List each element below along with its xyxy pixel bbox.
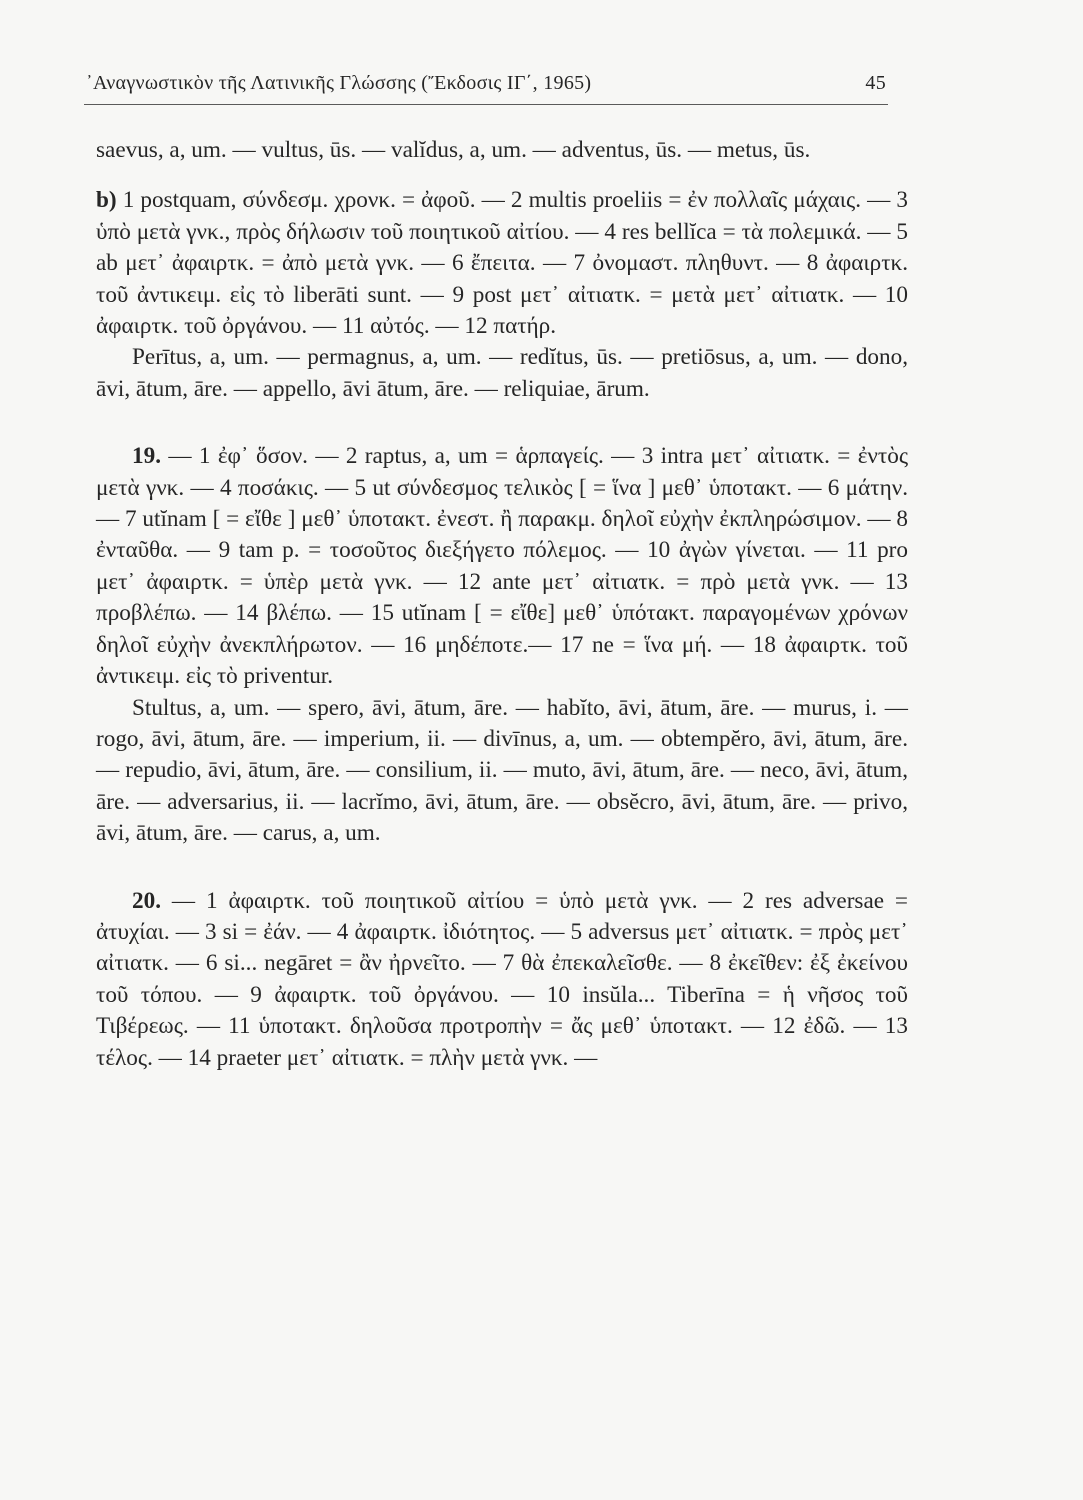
- section-20-text: — 1 ἀφαιρτκ. τοῦ ποιητικοῦ αἰτίου = ὑπὸ μετὰ γνκ. — 2 res adversae = ἀτυχίαι. — 3 si = ἐάν. — 4 ἀφαιρτκ. ἰδιότητος. — 5 adversus μετ᾿ αἰτιατκ. = πρὸς μετ᾿ αἰτιατκ. — 6 si... negāret = ἂν ἠρνεῖτο. — 7 θὰ ἐπεκαλεῖσθε. — 8 ἐκεῖθεν: ἐξ ἐκείνου τοῦ τόπου. — 9 ἀφαιρτκ. τοῦ ὀργάνου. — 10 insŭla... Tiberīna = ἡ νῆσος τοῦ Τιβέρεως. — 11 ὑποτακτ. δηλοῦσα προτροπὴν = ἄς μεθ᾿ ὑποτακτ. — 12 ἐδῶ. — 13 τέλος. — 14 praeter μετ᾿ αἰτιατκ. = πλὴν μετὰ γνκ. —: [96, 887, 908, 1071]
- vocab-list-19: Stultus, a, um. — spero, āvi, ātum, āre. — habĭto, āvi, ātum, āre. — murus, i. — rogo, āvi, ātum, āre. — imperium, ii. — divīnus, a, um. — obtempĕro, āvi, ātum, āre. — repudio, āvi, ātum, āre. — consilium, ii. — muto, āvi, ātum, āre. — neco, āvi, ātum, āre. — adversarius, ii. — lacrĭmo, āvi, ātum, āre. — obsĕcro, āvi, ātum, āre. — privo, āvi, ātum, āre. — carus, a, um.: [96, 694, 908, 847]
- running-header: [86, 72, 886, 95]
- section-b-label: b): [96, 187, 117, 214]
- section-19-label: 19.: [132, 443, 161, 470]
- page-body: [96, 135, 908, 1074]
- vocab-list-a: saevus, a, um. — vultus, ūs. — valĭdus, a, um. — adventus, ūs. — metus, ūs.: [96, 137, 811, 163]
- section-19-notes: [96, 441, 908, 692]
- section-b-notes: [96, 185, 908, 342]
- header-rule: [84, 104, 888, 105]
- page-number: 45: [865, 72, 886, 94]
- section-19-text: — 1 ἐφ᾿ ὅσον. — 2 raptus, a, um = ἁρπαγείς. — 3 intra μετ᾿ αἰτιατκ. = ἐντὸς μετὰ γνκ. — 4 ποσάκις. — 5 ut σύνδεσμος τελικὸς [ = ἵνα ] μεθ᾿ ὑποτακτ. — 6 μάτην. — 7 utĭnam [ = εἴθε ] μεθ᾿ ὑποτακτ. ἐνεστ. ἢ παρακμ. δηλοῖ εὐχὴν ἐκπληρώσιμον. — 8 ἐνταῦθα. — 9 tam p. = τοσοῦτος διεξήγετο πόλεμος. — 10 ἀγὼν γίνεται. — 11 pro μετ᾿ ἀφαιρτκ. = ὑπὲρ μετὰ γνκ. — 12 ante μετ᾿ αἰτιατκ. = πρὸ μετὰ γνκ. — 13 προβλέπω. — 14 βλέπω. — 15 utĭnam [ = εἴθε] μεθ᾿ ὑπότακτ. παραγομένων χρόνων δηλοῖ εὐχὴν ἀνεκπλήρωτον. — 16 μηδέποτε.— 17 ne = ἵνα μή. — 18 ἀφαιρτκ. τοῦ ἀντικειμ. εἰς τὸ priventur.: [96, 443, 909, 690]
- section-20-notes: [96, 886, 908, 1074]
- section-b-text: 1 postquam, σύνδεσμ. χρονκ. = ἀφοῦ. — 2 multis proeliis = ἐν πολλαῖς μάχαις. — 3 ὑπὸ μετὰ γνκ., πρὸς δήλωσιν τοῦ ποιητικοῦ αἰτίου. — 4 res bellĭca = τὰ πολεμικά. — 5 ab μετ᾿ ἀφαιρτκ. = ἀπὸ μετὰ γνκ. — 6 ἔπειτα. — 7 ὀνομαστ. πληθυντ. — 8 ἀφαιρτκ. τοῦ ἀντικειμ. εἰς τὸ liberāti sunt. — 9 post μετ᾿ αἰτιατκ. = μετὰ μετ᾿ αἰτιατκ. — 10 ἀφαιρτκ. τοῦ ὀργάνου. — 11 αὐτός. — 12 πατήρ.: [96, 187, 909, 340]
- vocab-list-b: Perītus, a, um. — permagnus, a, um. — redĭtus, ūs. — pretiōsus, a, um. — dono, āvi, ātum, āre. — appello, āvi ātum, āre. — reliquiae, ārum.: [96, 344, 908, 402]
- running-title: ᾿Αναγνωστικὸν τῆς Λατινικῆς Γλώσσης (Ἔκδοσις ΙΓ΄, 1965): [86, 72, 592, 94]
- section-20-label: 20.: [132, 887, 161, 914]
